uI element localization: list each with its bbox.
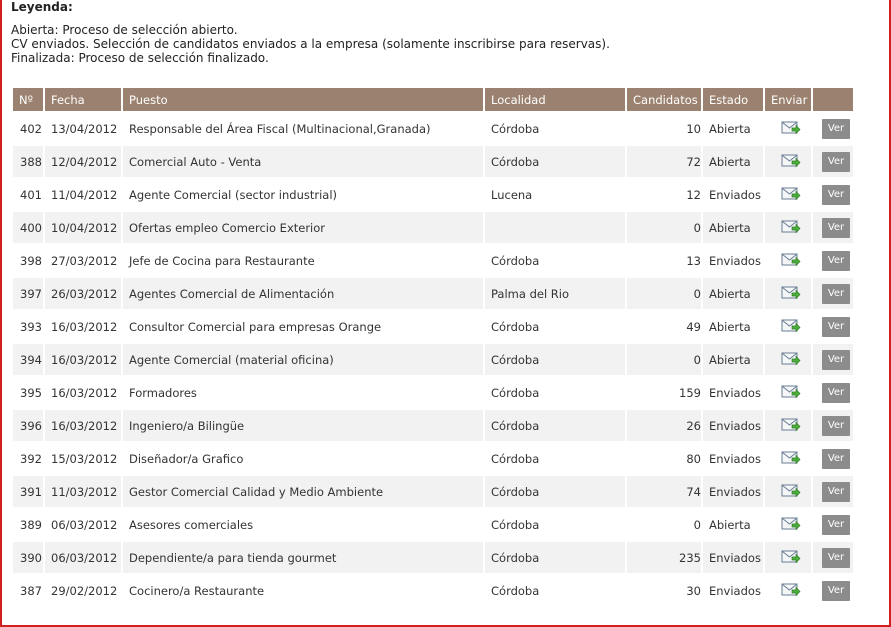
cell-localidad: Córdoba xyxy=(485,111,627,144)
cell-candidatos: 49 xyxy=(627,309,703,342)
legend-lines xyxy=(11,23,871,65)
legend-line-abierta: Abierta: Proceso de selección abierto. xyxy=(11,23,238,37)
cell-puesto: Agente Comercial (material oficina) xyxy=(123,342,485,375)
view-button[interactable]: Ver xyxy=(822,581,850,601)
header-puesto: Puesto xyxy=(123,88,485,111)
cell-localidad: Córdoba xyxy=(485,342,627,375)
cell-ver xyxy=(813,441,853,474)
mail-send-icon[interactable] xyxy=(781,185,801,205)
header-enviar: Enviar xyxy=(765,88,813,111)
cell-estado: Abierta xyxy=(703,507,765,540)
cell-enviar xyxy=(765,573,813,606)
cell-candidatos: 13 xyxy=(627,243,703,276)
cell-puesto: Jefe de Cocina para Restaurante xyxy=(123,243,485,276)
mail-send-icon[interactable] xyxy=(781,251,801,271)
header-fecha: Fecha xyxy=(45,88,123,111)
table-row xyxy=(13,309,853,342)
view-button[interactable]: Ver xyxy=(822,251,850,271)
cell-ver xyxy=(813,375,853,408)
mail-send-icon[interactable] xyxy=(781,317,801,337)
cell-ver xyxy=(813,111,853,144)
table-row xyxy=(13,210,853,243)
cell-enviar xyxy=(765,507,813,540)
cell-ver xyxy=(813,309,853,342)
mail-send-icon[interactable] xyxy=(781,218,801,238)
cell-enviar xyxy=(765,276,813,309)
cell-candidatos: 26 xyxy=(627,408,703,441)
header-localidad: Localidad xyxy=(485,88,627,111)
table-row xyxy=(13,375,853,408)
cell-puesto: Consultor Comercial para empresas Orange xyxy=(123,309,485,342)
view-button[interactable]: Ver xyxy=(822,317,850,337)
cell-estado: Abierta xyxy=(703,210,765,243)
cell-candidatos: 72 xyxy=(627,144,703,177)
cell-puesto: Agente Comercial (sector industrial) xyxy=(123,177,485,210)
cell-fecha: 10/04/2012 xyxy=(45,210,123,243)
cell-estado: Enviados xyxy=(703,408,765,441)
mail-send-icon[interactable] xyxy=(781,449,801,469)
cell-candidatos: 80 xyxy=(627,441,703,474)
cell-enviar xyxy=(765,111,813,144)
mail-send-icon[interactable] xyxy=(781,284,801,304)
cell-puesto: Diseñador/a Grafico xyxy=(123,441,485,474)
cell-numero: 397 xyxy=(13,276,45,309)
cell-fecha: 06/03/2012 xyxy=(45,540,123,573)
view-button[interactable]: Ver xyxy=(822,185,850,205)
cell-enviar xyxy=(765,474,813,507)
cell-fecha: 16/03/2012 xyxy=(45,408,123,441)
cell-candidatos: 74 xyxy=(627,474,703,507)
mail-send-icon[interactable] xyxy=(781,515,801,535)
cell-ver xyxy=(813,573,853,606)
table-row xyxy=(13,540,853,573)
cell-localidad: Córdoba xyxy=(485,474,627,507)
cell-estado: Enviados xyxy=(703,177,765,210)
cell-enviar xyxy=(765,243,813,276)
view-button[interactable]: Ver xyxy=(822,482,850,502)
cell-estado: Enviados xyxy=(703,540,765,573)
mail-send-icon[interactable] xyxy=(781,548,801,568)
cell-localidad: Córdoba xyxy=(485,573,627,606)
cell-numero: 401 xyxy=(13,177,45,210)
table-row xyxy=(13,408,853,441)
cell-ver xyxy=(813,210,853,243)
jobs-table xyxy=(13,88,853,606)
cell-ver xyxy=(813,474,853,507)
cell-puesto: Cocinero/a Restaurante xyxy=(123,573,485,606)
cell-ver xyxy=(813,276,853,309)
cell-enviar xyxy=(765,375,813,408)
cell-numero: 389 xyxy=(13,507,45,540)
table-row xyxy=(13,507,853,540)
cell-fecha: 27/03/2012 xyxy=(45,243,123,276)
cell-numero: 391 xyxy=(13,474,45,507)
cell-candidatos: 235 xyxy=(627,540,703,573)
cell-localidad: Córdoba xyxy=(485,144,627,177)
legend-line-finalizada: Finalizada: Proceso de selección finalizado. xyxy=(11,51,269,65)
cell-estado: Enviados xyxy=(703,441,765,474)
cell-fecha: 16/03/2012 xyxy=(45,342,123,375)
cell-localidad: Córdoba xyxy=(485,441,627,474)
cell-localidad: Palma del Rio xyxy=(485,276,627,309)
cell-candidatos: 0 xyxy=(627,210,703,243)
cell-ver xyxy=(813,540,853,573)
cell-enviar xyxy=(765,210,813,243)
table-row xyxy=(13,243,853,276)
cell-enviar xyxy=(765,144,813,177)
cell-estado: Abierta xyxy=(703,144,765,177)
cell-enviar xyxy=(765,540,813,573)
cell-estado: Enviados xyxy=(703,474,765,507)
cell-puesto: Dependiente/a para tienda gourmet xyxy=(123,540,485,573)
mail-send-icon[interactable] xyxy=(781,152,801,172)
table-row xyxy=(13,474,853,507)
cell-puesto: Formadores xyxy=(123,375,485,408)
cell-localidad: Córdoba xyxy=(485,408,627,441)
header-estado: Estado xyxy=(703,88,765,111)
table-body xyxy=(13,111,853,606)
cell-candidatos: 0 xyxy=(627,342,703,375)
cell-localidad: Córdoba xyxy=(485,375,627,408)
cell-numero: 395 xyxy=(13,375,45,408)
view-button[interactable]: Ver xyxy=(822,548,850,568)
cell-numero: 392 xyxy=(13,441,45,474)
cell-numero: 398 xyxy=(13,243,45,276)
cell-fecha: 16/03/2012 xyxy=(45,375,123,408)
cell-puesto: Gestor Comercial Calidad y Medio Ambiente xyxy=(123,474,485,507)
cell-estado: Enviados xyxy=(703,243,765,276)
cell-localidad: Córdoba xyxy=(485,309,627,342)
cell-fecha: 12/04/2012 xyxy=(45,144,123,177)
mail-send-icon[interactable] xyxy=(781,119,801,139)
view-button[interactable]: Ver xyxy=(822,449,850,469)
view-button[interactable]: Ver xyxy=(822,284,850,304)
cell-puesto: Ingeniero/a Bilingüe xyxy=(123,408,485,441)
mail-send-icon[interactable] xyxy=(781,482,801,502)
cell-localidad: Córdoba xyxy=(485,540,627,573)
header-candidatos: Candidatos xyxy=(627,88,703,111)
cell-numero: 393 xyxy=(13,309,45,342)
cell-candidatos: 0 xyxy=(627,276,703,309)
mail-send-icon[interactable] xyxy=(781,581,801,601)
table-row xyxy=(13,177,853,210)
table-row xyxy=(13,144,853,177)
mail-send-icon[interactable] xyxy=(781,383,801,403)
cell-fecha: 13/04/2012 xyxy=(45,111,123,144)
cell-fecha: 26/03/2012 xyxy=(45,276,123,309)
cell-fecha: 11/04/2012 xyxy=(45,177,123,210)
table-header-row xyxy=(13,88,853,111)
cell-puesto: Ofertas empleo Comercio Exterior xyxy=(123,210,485,243)
cell-numero: 394 xyxy=(13,342,45,375)
cell-numero: 396 xyxy=(13,408,45,441)
cell-enviar xyxy=(765,342,813,375)
cell-candidatos: 12 xyxy=(627,177,703,210)
cell-numero: 400 xyxy=(13,210,45,243)
cell-enviar xyxy=(765,177,813,210)
cell-estado: Abierta xyxy=(703,111,765,144)
view-button[interactable]: Ver xyxy=(822,350,850,370)
cell-ver xyxy=(813,507,853,540)
cell-localidad: Lucena xyxy=(485,177,627,210)
cell-estado: Abierta xyxy=(703,309,765,342)
view-button[interactable]: Ver xyxy=(822,416,850,436)
cell-fecha: 06/03/2012 xyxy=(45,507,123,540)
legend-line-enviados: CV enviados. Selección de candidatos enviados a la empresa (solamente inscribirse para reservas). xyxy=(11,37,610,51)
view-button[interactable]: Ver xyxy=(822,383,850,403)
view-button[interactable]: Ver xyxy=(822,515,850,535)
cell-candidatos: 0 xyxy=(627,507,703,540)
cell-numero: 390 xyxy=(13,540,45,573)
cell-candidatos: 159 xyxy=(627,375,703,408)
view-button[interactable]: Ver xyxy=(822,152,850,172)
cell-puesto: Agentes Comercial de Alimentación xyxy=(123,276,485,309)
cell-enviar xyxy=(765,441,813,474)
cell-fecha: 15/03/2012 xyxy=(45,441,123,474)
table-row xyxy=(13,342,853,375)
cell-estado: Abierta xyxy=(703,342,765,375)
table-row xyxy=(13,573,853,606)
cell-estado: Enviados xyxy=(703,573,765,606)
cell-puesto: Asesores comerciales xyxy=(123,507,485,540)
cell-candidatos: 30 xyxy=(627,573,703,606)
header-actions xyxy=(813,88,853,111)
cell-puesto: Comercial Auto - Venta xyxy=(123,144,485,177)
cell-puesto: Responsable del Área Fiscal (Multinacional,Granada) xyxy=(123,111,485,144)
legend xyxy=(11,0,871,65)
table-row xyxy=(13,276,853,309)
table-row xyxy=(13,111,853,144)
cell-ver xyxy=(813,342,853,375)
cell-candidatos: 10 xyxy=(627,111,703,144)
table-row xyxy=(13,441,853,474)
cell-ver xyxy=(813,408,853,441)
cell-enviar xyxy=(765,408,813,441)
cell-fecha: 29/02/2012 xyxy=(45,573,123,606)
header-numero: Nº xyxy=(13,88,45,111)
mail-send-icon[interactable] xyxy=(781,350,801,370)
view-button[interactable]: Ver xyxy=(822,119,850,139)
cell-estado: Abierta xyxy=(703,276,765,309)
cell-localidad xyxy=(485,210,627,243)
cell-enviar xyxy=(765,309,813,342)
cell-localidad: Córdoba xyxy=(485,507,627,540)
cell-ver xyxy=(813,177,853,210)
cell-ver xyxy=(813,144,853,177)
mail-send-icon[interactable] xyxy=(781,416,801,436)
cell-fecha: 16/03/2012 xyxy=(45,309,123,342)
cell-numero: 388 xyxy=(13,144,45,177)
cell-numero: 402 xyxy=(13,111,45,144)
legend-title: Leyenda: xyxy=(11,0,73,14)
cell-numero: 387 xyxy=(13,573,45,606)
view-button[interactable]: Ver xyxy=(822,218,850,238)
cell-estado: Enviados xyxy=(703,375,765,408)
cell-fecha: 11/03/2012 xyxy=(45,474,123,507)
cell-ver xyxy=(813,243,853,276)
cell-localidad: Córdoba xyxy=(485,243,627,276)
